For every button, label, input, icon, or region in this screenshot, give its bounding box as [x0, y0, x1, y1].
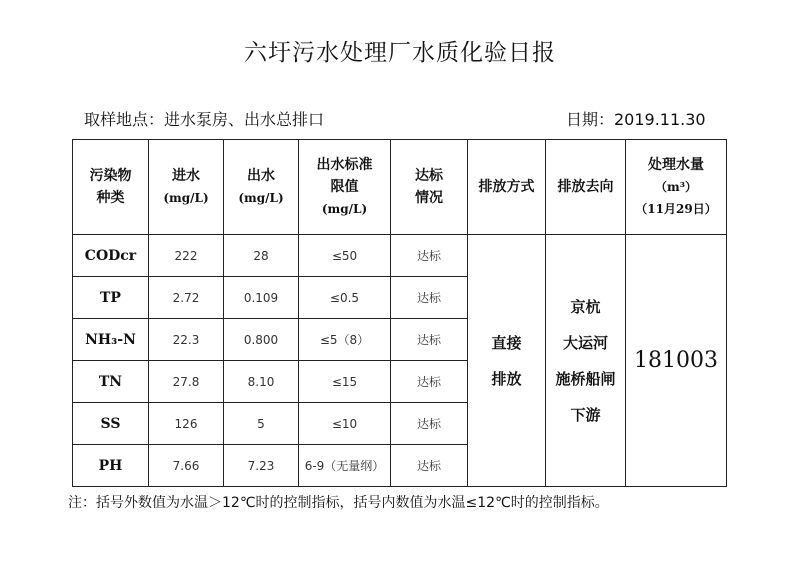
header-pollutant: 污染物 种类	[73, 140, 149, 235]
status-cell: 达标	[391, 277, 468, 319]
outflow-cell: 0.109	[224, 277, 299, 319]
outflow-cell: 0.800	[224, 319, 299, 361]
outflow-cell: 7.23	[224, 445, 299, 487]
inflow-cell: 2.72	[149, 277, 224, 319]
table-header-row	[73, 140, 727, 235]
limit-cell: 6-9（无量纲）	[299, 445, 391, 487]
pollutant-cell: PH	[73, 445, 149, 487]
limit-cell: ≤5（8）	[299, 319, 391, 361]
inflow-cell: 222	[149, 235, 224, 277]
outflow-cell: 5	[224, 403, 299, 445]
inflow-cell: 27.8	[149, 361, 224, 403]
status-cell: 达标	[391, 361, 468, 403]
footnote: 注：括号外数值为水温＞12℃时的控制指标，括号内数值为水温≤12℃时的控制指标。	[68, 495, 609, 511]
sampling-location: 取样地点：进水泵房、出水总排口	[84, 110, 325, 129]
header-status: 达标 情况	[391, 140, 468, 235]
status-cell: 达标	[391, 403, 468, 445]
pollutant-cell: NH₃-N	[73, 319, 149, 361]
header-outflow: 出水 (mg/L)	[224, 140, 299, 235]
pollutant-cell: SS	[73, 403, 149, 445]
limit-cell: ≤0.5	[299, 277, 391, 319]
inflow-cell: 22.3	[149, 319, 224, 361]
pollutant-cell: CODcr	[73, 235, 149, 277]
limit-cell: ≤15	[299, 361, 391, 403]
water-quality-table	[72, 139, 727, 487]
limit-cell: ≤10	[299, 403, 391, 445]
inflow-cell: 7.66	[149, 445, 224, 487]
header-destination: 排放去向	[546, 140, 626, 235]
treated-volume-cell: 181003	[626, 235, 727, 487]
outflow-cell: 8.10	[224, 361, 299, 403]
header-inflow: 进水 (mg/L)	[149, 140, 224, 235]
discharge-destination-cell: 京杭 大运河 施桥船闸 下游	[546, 235, 626, 487]
header-volume: 处理水量 （m³） （11月29日）	[626, 140, 727, 235]
status-cell: 达标	[391, 235, 468, 277]
report-title: 六圩污水处理厂水质化验日报	[244, 40, 556, 66]
outflow-cell: 28	[224, 235, 299, 277]
pollutant-cell: TN	[73, 361, 149, 403]
header-limit: 出水标准 限值 (mg/L)	[299, 140, 391, 235]
status-cell: 达标	[391, 319, 468, 361]
header-method: 排放方式	[468, 140, 546, 235]
limit-cell: ≤50	[299, 235, 391, 277]
table-row	[73, 235, 727, 277]
status-cell: 达标	[391, 445, 468, 487]
discharge-method-cell: 直接 排放	[468, 235, 546, 487]
report-date: 日期：2019.11.30	[566, 110, 706, 129]
pollutant-cell: TP	[73, 277, 149, 319]
inflow-cell: 126	[149, 403, 224, 445]
